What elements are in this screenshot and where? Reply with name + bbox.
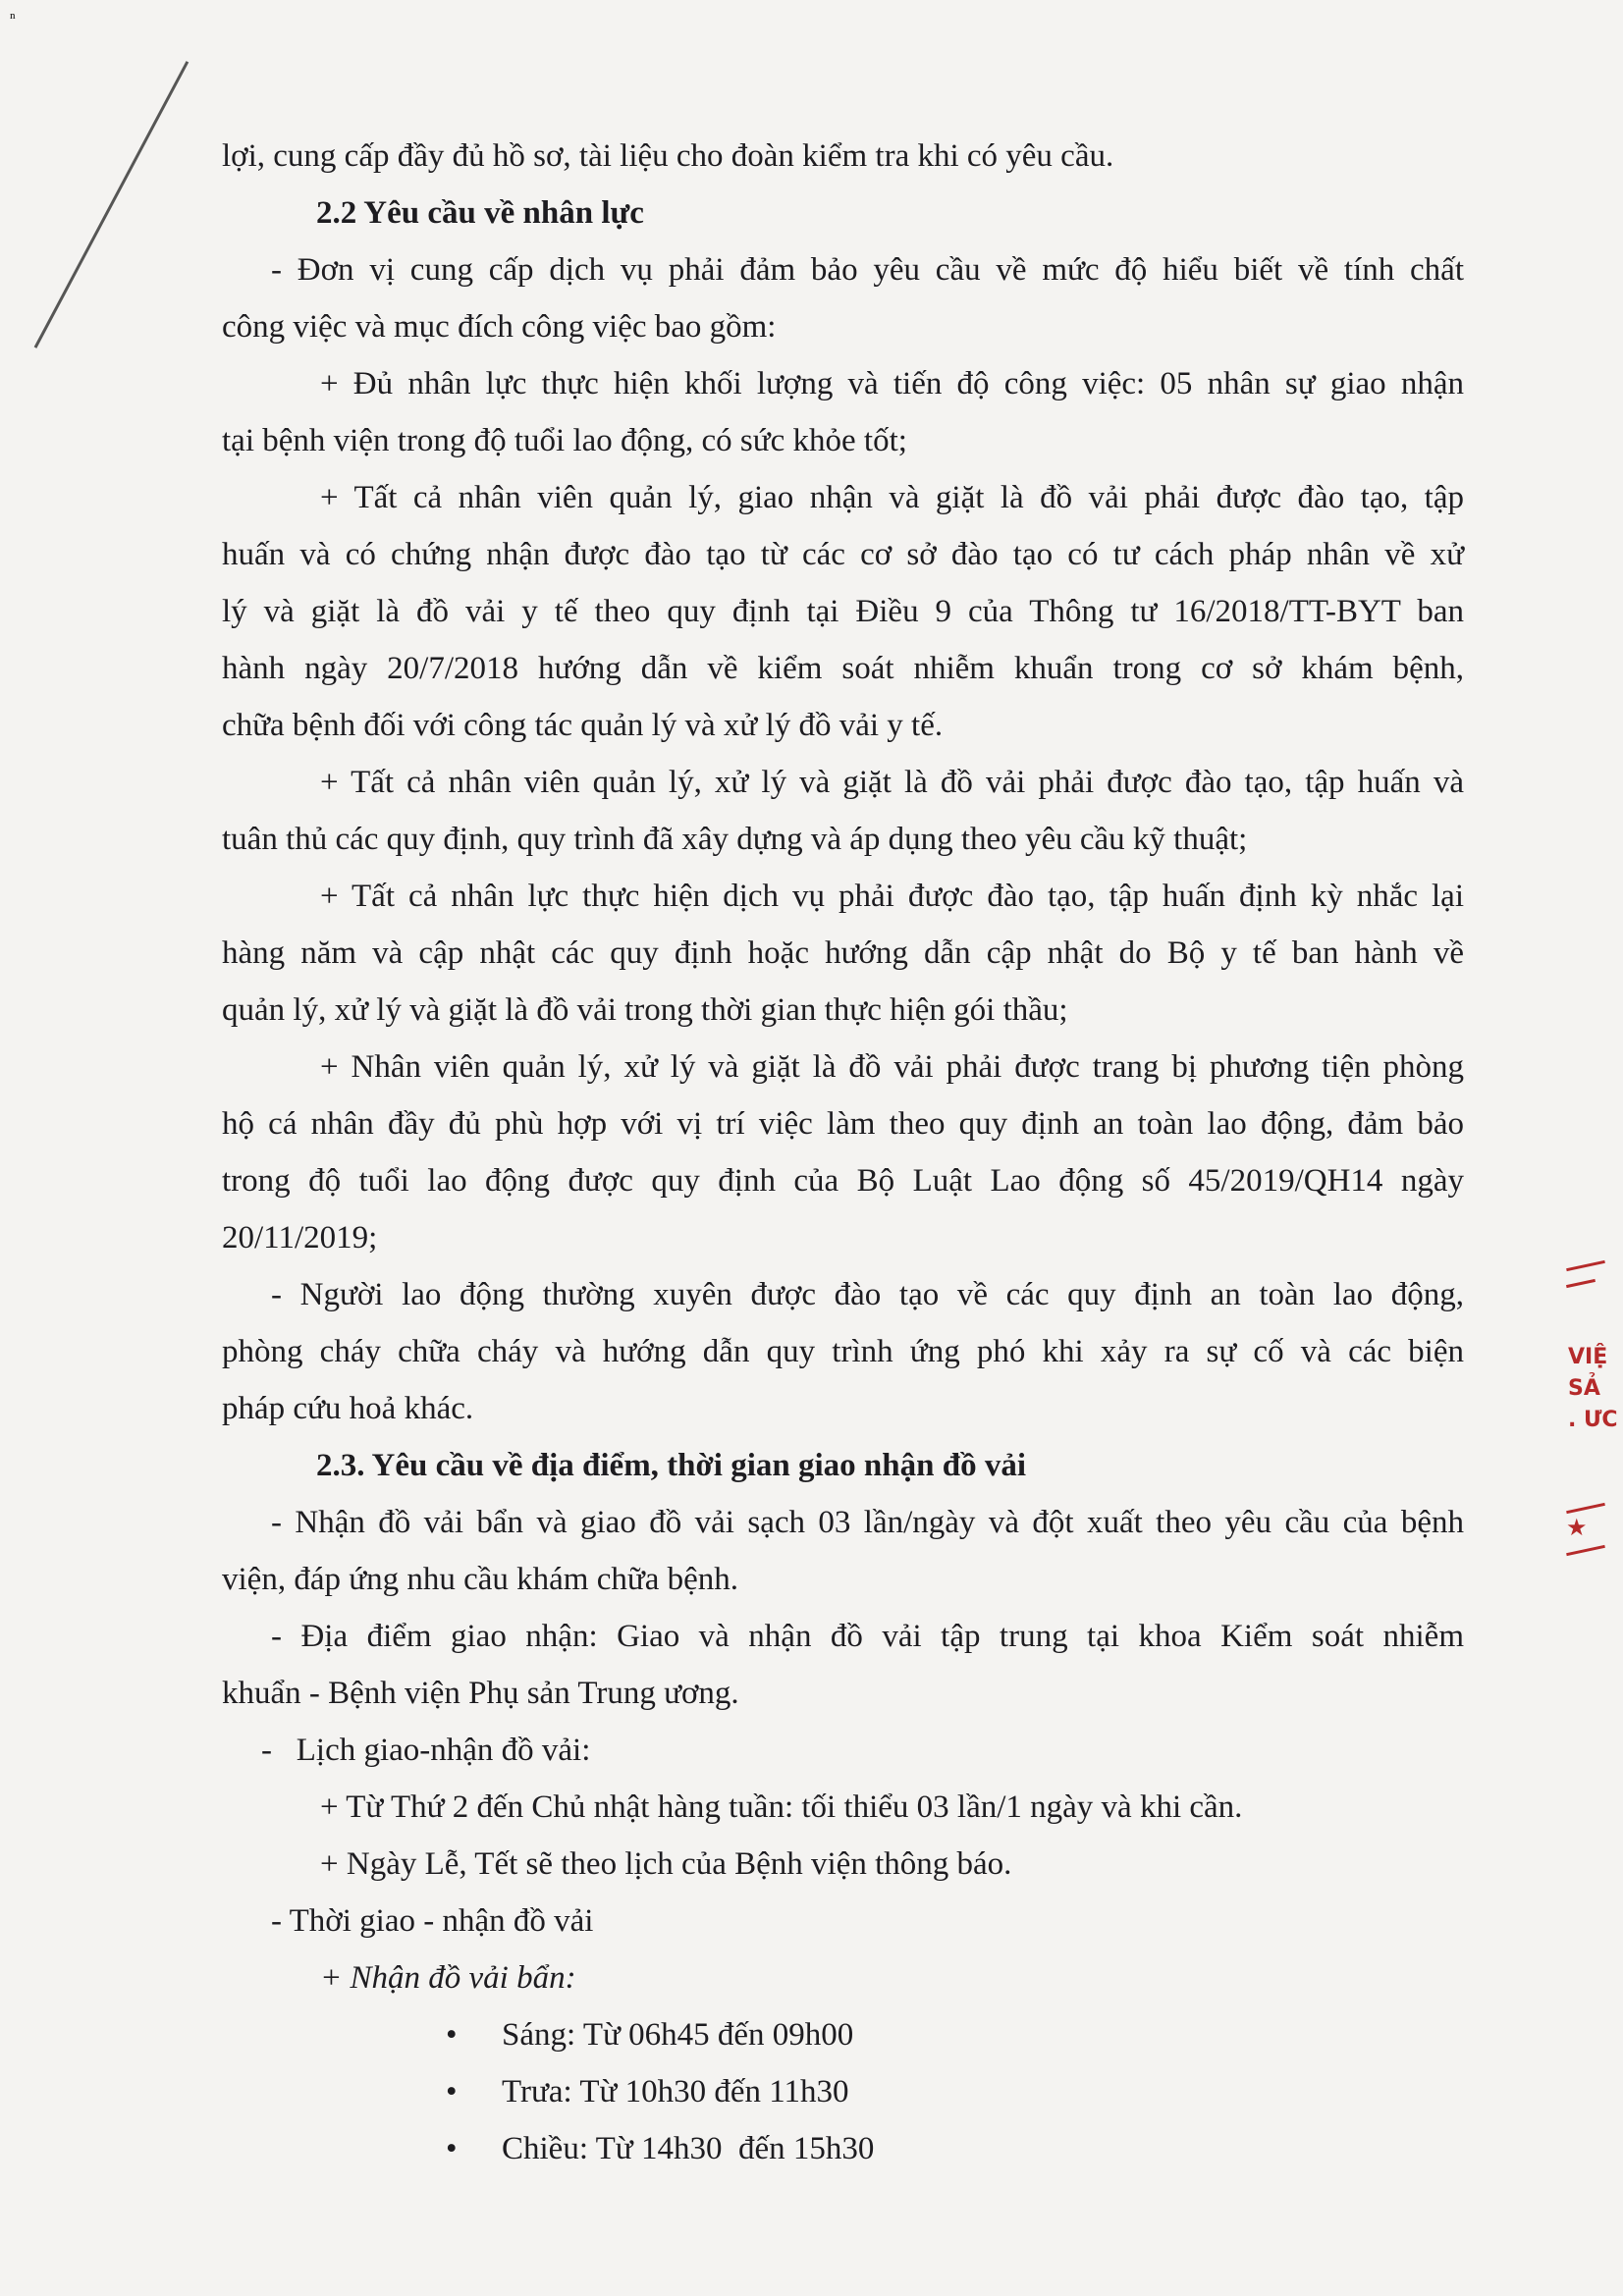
paragraph-line: + Tất cả nhân lực thực hiện dịch vụ phải được đào tạo, tập huấn định kỳ nhắc lại — [320, 879, 1464, 914]
paragraph-line: hành ngày 20/7/2018 hướng dẫn về kiểm soát nhiễm khuẩn trong cơ sở khám bệnh, — [222, 651, 1464, 686]
paragraph-line: - Thời giao - nhận đồ vải — [271, 1903, 594, 1939]
document-body — [222, 128, 1464, 2177]
paragraph-line: - Địa điểm giao nhận: Giao và nhận đồ vải tập trung tại khoa Kiểm soát nhiễm — [271, 1619, 1464, 1654]
paragraph-line: tuân thủ các quy định, quy trình đã xây dựng và áp dụng theo yêu cầu kỹ thuật; — [222, 822, 1248, 857]
bullet-icon: • — [446, 2074, 458, 2109]
schedule-item — [222, 2063, 1464, 2120]
paragraph-line: huấn và có chứng nhận được đào tạo từ các cơ sở đào tạo có tư cách pháp nhân về xử — [222, 537, 1464, 572]
paragraph-line: lợi, cung cấp đầy đủ hồ sơ, tài liệu cho đoàn kiểm tra khi có yêu cầu. — [222, 138, 1114, 174]
paragraph-line: hộ cá nhân đầy đủ phù hợp với vị trí việc làm theo quy định an toàn lao động, đảm bảo — [222, 1106, 1464, 1142]
stamp-text: SẢ — [1568, 1376, 1600, 1401]
stamp-line — [1566, 1503, 1605, 1514]
paragraph-line: hàng năm và cập nhật các quy định hoặc hướng dẫn cập nhật do Bộ y tế ban hành về — [222, 935, 1464, 971]
stamp-line — [1566, 1260, 1605, 1271]
paragraph-line: + Nhân viên quản lý, xử lý và giặt là đồ vải phải được trang bị phương tiện phòng — [320, 1049, 1464, 1085]
paragraph-line: + Từ Thứ 2 đến Chủ nhật hàng tuần: tối thiểu 03 lần/1 ngày và khi cần. — [320, 1789, 1243, 1825]
paragraph-line: chữa bệnh đối với công tác quản lý và xử lý đồ vải y tế. — [222, 708, 944, 743]
stamp-line — [1566, 1545, 1605, 1556]
section-heading-2-2: 2.2 Yêu cầu về nhân lực — [316, 195, 644, 231]
schedule-item-text: Sáng: Từ 06h45 đến 09h00 — [502, 2017, 854, 2053]
paragraph-line: + Nhận đồ vải bẩn: — [320, 1960, 576, 1996]
paragraph-line: trong độ tuổi lao động được quy định của Bộ Luật Lao động số 45/2019/QH14 ngày — [222, 1163, 1464, 1199]
bullet-icon: • — [446, 2017, 458, 2053]
stamp-text: VIỆ — [1568, 1345, 1608, 1369]
paragraph-line: viện, đáp ứng nhu cầu khám chữa bệnh. — [222, 1562, 739, 1597]
paragraph-line: quản lý, xử lý và giặt là đồ vải trong thời gian thực hiện gói thầu; — [222, 992, 1068, 1028]
paragraph-line: - Đơn vị cung cấp dịch vụ phải đảm bảo yêu cầu về mức độ hiểu biết về tính chất — [271, 252, 1464, 288]
corner-mark: ⁿ — [10, 8, 16, 27]
paragraph-line: + Đủ nhân lực thực hiện khối lượng và tiến độ công việc: 05 nhân sự giao nhận — [320, 366, 1464, 401]
paragraph-line: công việc và mục đích công việc bao gồm: — [222, 309, 777, 345]
section-heading-2-3: 2.3. Yêu cầu về địa điểm, thời gian giao nhận đồ vải — [316, 1448, 1026, 1483]
red-stamp-fragment — [1566, 1256, 1623, 1571]
schedule-item-text: Trưa: Từ 10h30 đến 11h30 — [502, 2074, 849, 2109]
stamp-star-icon: ★ — [1566, 1514, 1588, 1541]
paragraph-line: pháp cứu hoả khác. — [222, 1391, 474, 1426]
paragraph-line: tại bệnh viện trong độ tuổi lao động, có sức khỏe tốt; — [222, 423, 907, 458]
bullet-icon: • — [446, 2131, 458, 2166]
paragraph-line: + Tất cả nhân viên quản lý, giao nhận và giặt là đồ vải phải được đào tạo, tập — [320, 480, 1464, 515]
paragraph-line: + Ngày Lễ, Tết sẽ theo lịch của Bệnh viện thông báo. — [320, 1846, 1012, 1882]
paragraph-line: phòng cháy chữa cháy và hướng dẫn quy trình ứng phó khi xảy ra sự cố và các biện — [222, 1334, 1464, 1369]
stamp-line — [1566, 1279, 1596, 1288]
paragraph-line: - Nhận đồ vải bẩn và giao đồ vải sạch 03 lần/ngày và đột xuất theo yêu cầu của bệnh — [271, 1505, 1464, 1540]
paragraph-line: - Người lao động thường xuyên được đào tạo về các quy định an toàn lao động, — [271, 1277, 1464, 1312]
schedule-item — [222, 2006, 1464, 2063]
stamp-text: . ƯC — [1568, 1408, 1618, 1432]
paragraph-line: + Tất cả nhân viên quản lý, xử lý và giặt là đồ vải phải được đào tạo, tập huấn và — [320, 765, 1464, 800]
paragraph-line: - Lịch giao-nhận đồ vải: — [261, 1733, 591, 1768]
paragraph-line: khuẩn - Bệnh viện Phụ sản Trung ương. — [222, 1676, 739, 1711]
schedule-item-text: Chiều: Từ 14h30 đến 15h30 — [502, 2131, 875, 2166]
scan-page-edge — [0, 0, 189, 348]
paragraph-line: lý và giặt là đồ vải y tế theo quy định tại Điều 9 của Thông tư 16/2018/TT-BYT ban — [222, 594, 1464, 629]
schedule-item — [222, 2120, 1464, 2177]
paragraph-line: 20/11/2019; — [222, 1220, 378, 1255]
